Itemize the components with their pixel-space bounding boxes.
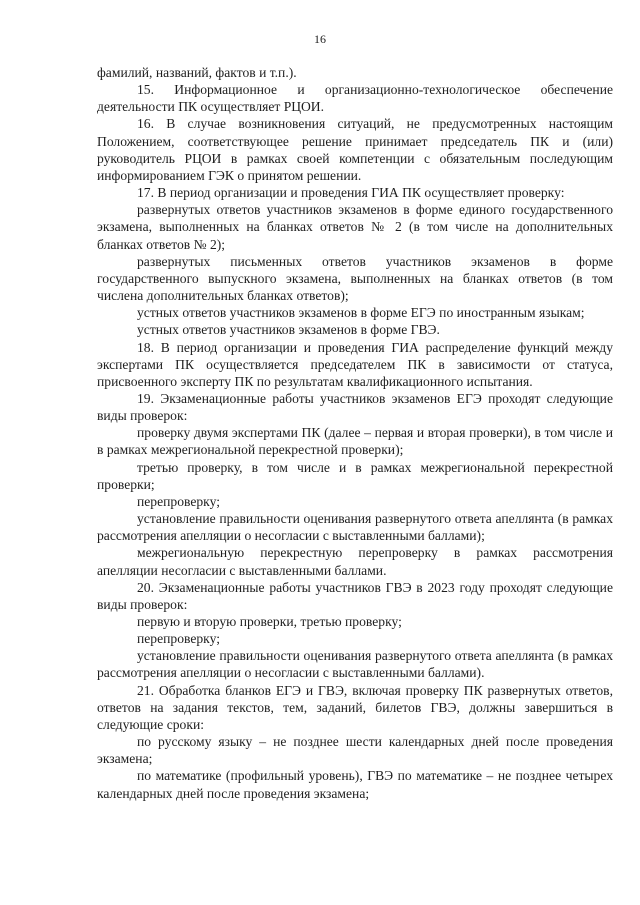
paragraph: проверку двумя экспертами ПК (далее – первая и вторая проверки), в том числе и в рамках межрегиональной перекрестной проверки);	[97, 425, 613, 458]
paragraph: 19. Экзаменационные работы участников экзаменов ЕГЭ проходят следующие виды проверок:	[97, 390, 613, 424]
paragraph: по русскому языку – не позднее шести календарных дней после проведения экзамена;	[97, 734, 613, 767]
paragraph: установление правильности оценивания развернутого ответа апеллянта (в рамках рассмотрения апелляции о несогласии с выставленными баллами).	[97, 648, 613, 681]
paragraph: по математике (профильный уровень), ГВЭ по математике – не позднее четырех календарных дней после проведения экзамена;	[97, 768, 613, 801]
paragraph: 17. В период организации и проведения ГИА ПК осуществляет проверку:	[137, 185, 565, 201]
paragraph: 16. В случае возникновения ситуаций, не предусмотренных настоящим Положением, соответствующее решение принимает председатель ПК и (или) руководитель РЦОИ в рамках своей компетенции с обязательным последующим информированием ГЭК о принятом решении.	[97, 116, 613, 183]
paragraph: установление правильности оценивания развернутого ответа апеллянта (в рамках рассмотрения апелляции о несогласии с выставленными баллами);	[97, 511, 613, 544]
page-number: 16	[314, 32, 326, 46]
paragraph: 18. В период организации и проведения ГИА распределение функций между экспертами ПК осуществляется председателем ПК в зависимости от статуса, присвоенного эксперту ПК по результатам квалификационного испытания.	[97, 339, 613, 389]
paragraph: первую и вторую проверки, третью проверку;	[137, 614, 402, 629]
document-body	[97, 64, 613, 802]
paragraph: межрегиональную перекрестную перепроверку в рамках рассмотрения апелляции несогласии с выставленными баллами.	[97, 545, 613, 578]
paragraph: развернутых ответов участников экзаменов в форме единого государственного экзамена, выполненных на бланках ответов № 2 (в том числе на дополнительных бланках ответов № 2);	[97, 202, 613, 252]
paragraph: третью проверку, в том числе и в рамках межрегиональной перекрестной проверки;	[97, 459, 613, 492]
paragraph: фамилий, названий, фактов и т.п.).	[97, 65, 297, 80]
paragraph: 15. Информационное и организационно-технологическое обеспечение деятельности ПК осуществляет РЦОИ.	[97, 82, 613, 115]
paragraph: 21. Обработка бланков ЕГЭ и ГВЭ, включая проверку ПК развернутых ответов, ответов на задания текстов, тем, заданий, билетов ГВЭ, должны завершиться в следующие сроки:	[97, 682, 613, 732]
paragraph: развернутых письменных ответов участников экзаменов в форме государственного выпускного экзамена, выполненных на бланках ответов (в том числена дополнительных бланках ответов);	[97, 253, 613, 304]
paragraph: устных ответов участников экзаменов в форме ГВЭ.	[137, 322, 440, 338]
paragraph: 20. Экзаменационные работы участников ГВЭ в 2023 году проходят следующие виды проверок:	[97, 579, 613, 612]
paragraph: перепроверку;	[137, 631, 220, 647]
paragraph: перепроверку;	[137, 493, 220, 509]
paragraph: устных ответов участников экзаменов в форме ЕГЭ по иностранным языкам;	[137, 305, 585, 321]
